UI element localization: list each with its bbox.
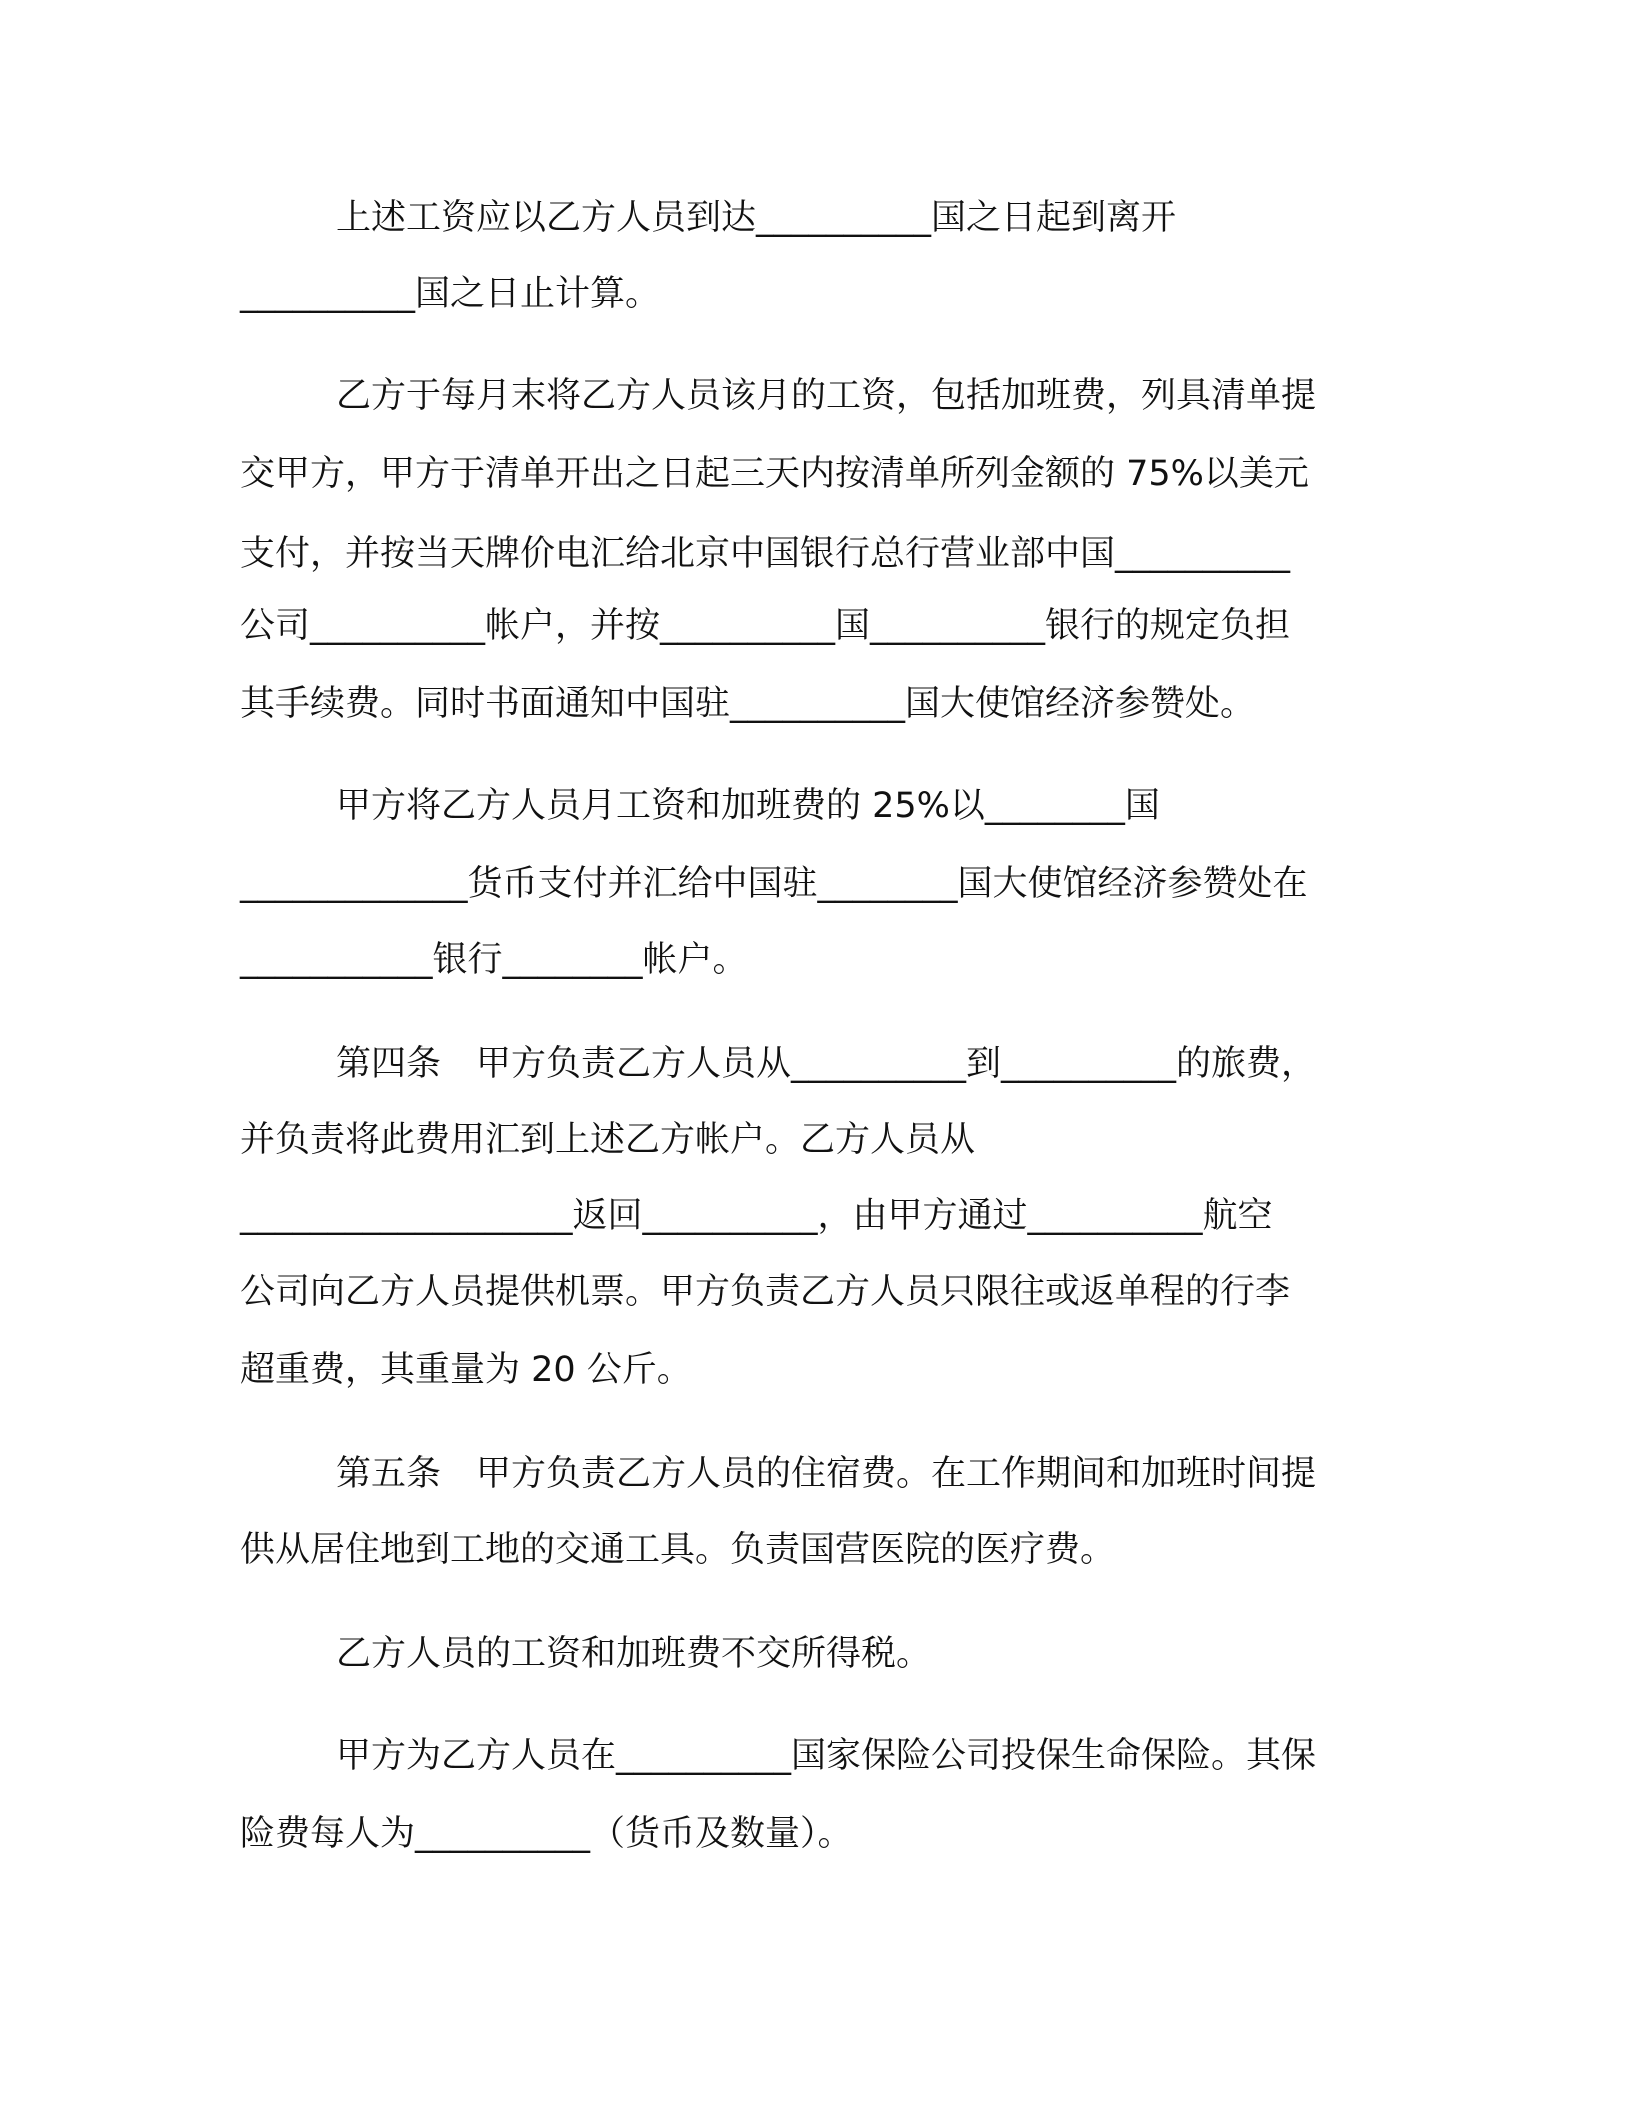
text-line: 超重费，其重量为 20 公斤。 bbox=[240, 1350, 692, 1390]
text-line: 公司__________帐户，并按__________国__________银行的规定负担 bbox=[240, 606, 1291, 646]
text-line: 乙方于每月末将乙方人员该月的工资，包括加班费，列具清单提 bbox=[336, 376, 1317, 416]
text-line: 第五条 甲方负责乙方人员的住宿费。在工作期间和加班时间提 bbox=[336, 1454, 1317, 1494]
text-line: ___________银行________帐户。 bbox=[240, 940, 748, 980]
text-line: 甲方将乙方人员月工资和加班费的 25%以________国 bbox=[336, 786, 1160, 826]
text-line: __________国之日止计算。 bbox=[240, 274, 661, 314]
text-line: 支付，并按当天牌价电汇给北京中国银行总行营业部中国__________ bbox=[240, 534, 1291, 574]
text-line: ___________________返回__________，由甲方通过__________航空 bbox=[240, 1196, 1273, 1236]
text-line: 甲方为乙方人员在__________国家保险公司投保生命保险。其保 bbox=[336, 1736, 1317, 1776]
text-line: 交甲方，甲方于清单开出之日起三天内按清单所列金额的 75%以美元 bbox=[240, 454, 1309, 494]
text-line: 公司向乙方人员提供机票。甲方负责乙方人员只限往或返单程的行李 bbox=[240, 1272, 1291, 1312]
text-line: _____________货币支付并汇给中国驻________国大使馆经济参赞处在 bbox=[240, 864, 1308, 904]
text-line: 其手续费。同时书面通知中国驻__________国大使馆经济参赞处。 bbox=[240, 684, 1256, 724]
text-line: 供从居住地到工地的交通工具。负责国营医院的医疗费。 bbox=[240, 1530, 1116, 1570]
text-line: 乙方人员的工资和加班费不交所得税。 bbox=[336, 1634, 932, 1674]
text-line: 险费每人为__________（货币及数量）。 bbox=[240, 1814, 853, 1854]
text-line: 上述工资应以乙方人员到达__________国之日起到离开 bbox=[336, 198, 1177, 238]
text-line: 并负责将此费用汇到上述乙方帐户。乙方人员从 bbox=[240, 1120, 976, 1160]
text-line: 第四条 甲方负责乙方人员从__________到__________的旅费， bbox=[336, 1044, 1317, 1084]
